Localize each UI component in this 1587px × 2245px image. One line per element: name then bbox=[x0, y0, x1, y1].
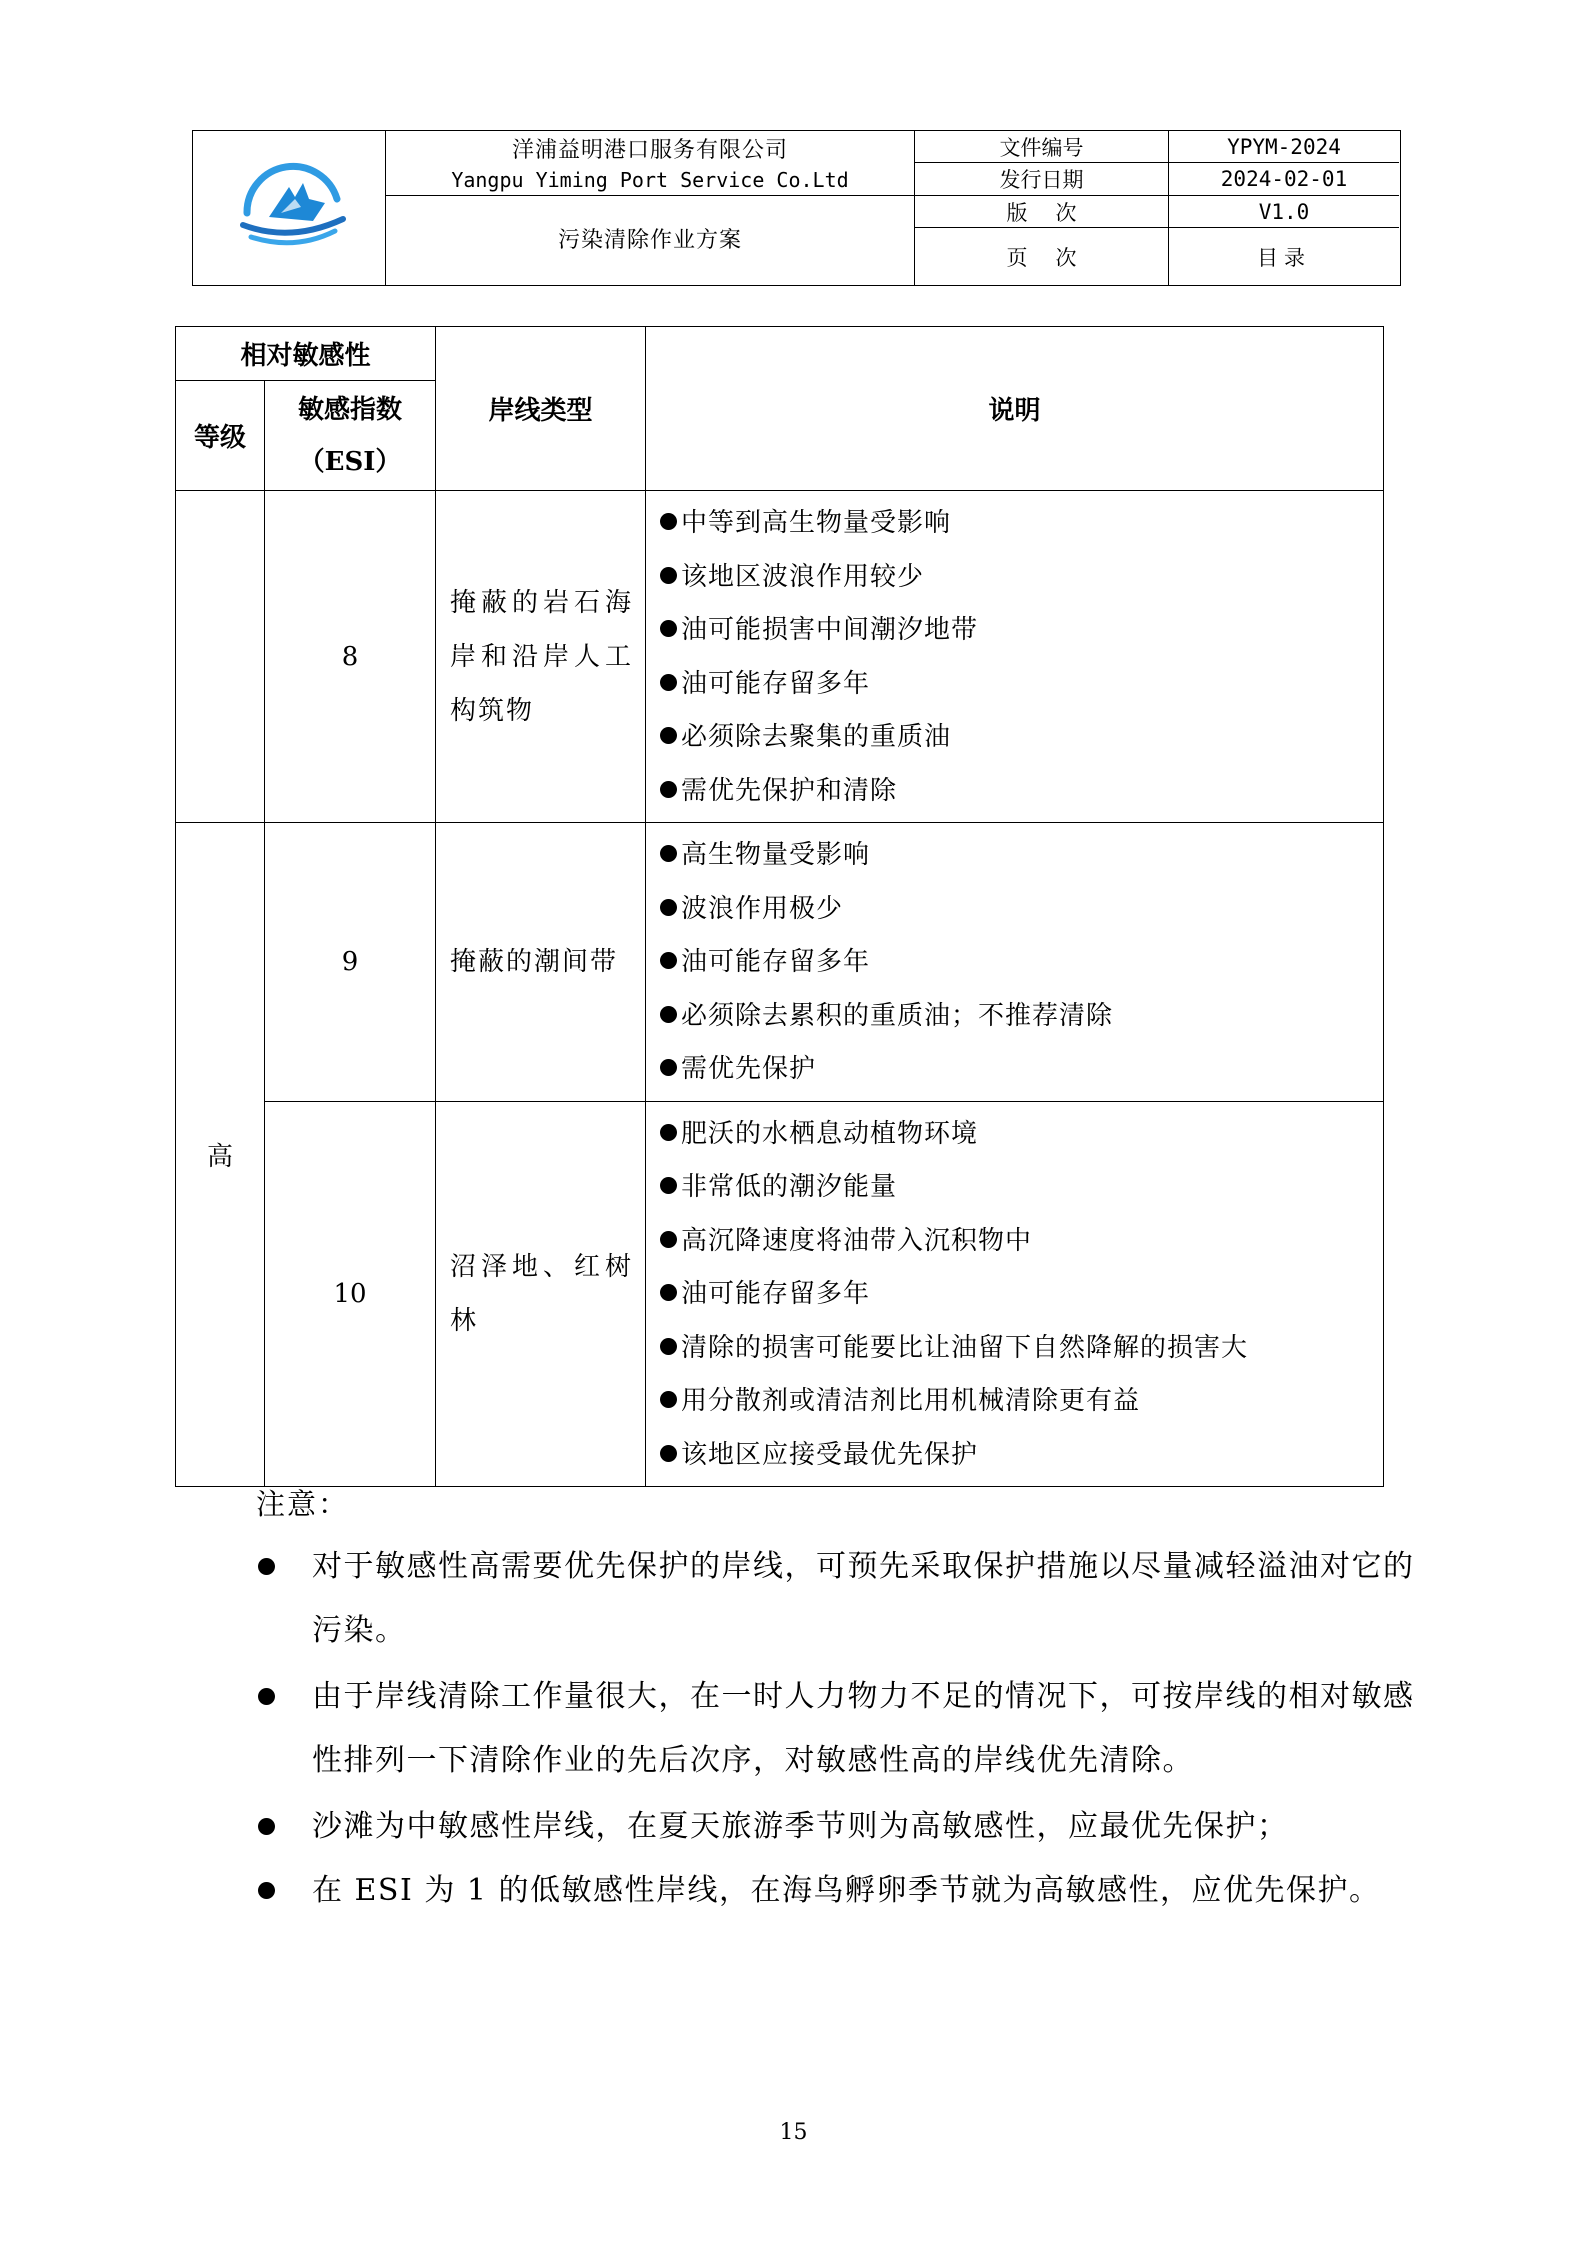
header-title-block bbox=[386, 131, 915, 285]
field-value: 2024-02-01 bbox=[1220, 167, 1348, 191]
note-item: 沙滩为中敏感性岸线，在夏天旅游季节则为高敏感性，应最优先保护； bbox=[256, 1795, 1416, 1859]
shore-type: 沼泽地、红树林 bbox=[436, 1101, 646, 1487]
esi-table bbox=[175, 326, 1384, 1487]
list-item: 非常低的潮汐能量 bbox=[660, 1161, 1383, 1215]
list-item: 清除的损害可能要比让油留下自然降解的损害大 bbox=[660, 1322, 1383, 1376]
shore-type: 掩蔽的岩石海岸和沿岸人工构筑物 bbox=[436, 491, 646, 823]
field-doc-number bbox=[915, 131, 1399, 163]
note-item: 在 ESI 为 1 的低敏感性岸线，在海鸟孵卵季节就为高敏感性，应优先保护。 bbox=[256, 1859, 1416, 1923]
bullet-icon bbox=[660, 727, 677, 744]
field-label: 版次 bbox=[915, 196, 1169, 227]
list-item: 需优先保护和清除 bbox=[660, 765, 1383, 819]
table-row bbox=[176, 823, 1384, 1102]
bullet-icon bbox=[660, 899, 677, 916]
description-cell bbox=[646, 1101, 1384, 1487]
company-name-en: Yangpu Yiming Port Service Co.Ltd bbox=[451, 168, 849, 192]
list-item: 高沉降速度将油带入沉积物中 bbox=[660, 1215, 1383, 1269]
col-header-description: 说明 bbox=[646, 327, 1384, 491]
field-version bbox=[915, 196, 1399, 228]
bullet-icon bbox=[660, 513, 677, 530]
bullet-icon bbox=[258, 1882, 275, 1899]
bullet-icon bbox=[660, 1391, 677, 1408]
note-item: 对于敏感性高需要优先保护的岸线，可预先采取保护措施以尽量减轻溢油对它的污染。 bbox=[256, 1535, 1416, 1663]
col-header-shore-type: 岸线类型 bbox=[436, 327, 646, 491]
document-header bbox=[192, 130, 1401, 286]
list-item: 肥沃的水栖息动植物环境 bbox=[660, 1108, 1383, 1162]
description-cell bbox=[646, 823, 1384, 1102]
list-item: 必须除去聚集的重质油 bbox=[660, 711, 1383, 765]
col-header-level: 等级 bbox=[176, 381, 265, 491]
level-cell-empty bbox=[176, 491, 265, 823]
list-item: 波浪作用极少 bbox=[660, 883, 1383, 937]
table-row bbox=[176, 491, 1384, 823]
bullet-icon bbox=[660, 567, 677, 584]
list-item: 油可能存留多年 bbox=[660, 936, 1383, 990]
table-row bbox=[176, 1101, 1384, 1487]
list-item: 中等到高生物量受影响 bbox=[660, 497, 1383, 551]
field-value: YPYM-2024 bbox=[1227, 134, 1341, 159]
header-info-grid bbox=[915, 131, 1399, 285]
note-item: 由于岸线清除工作量很大，在一时人力物力不足的情况下，可按岸线的相对敏感性排列一下清除作业的先后次序，对敏感性高的岸线优先清除。 bbox=[256, 1665, 1416, 1793]
col-header-esi-line1: 敏感指数 bbox=[298, 394, 403, 425]
esi-value: 9 bbox=[265, 823, 436, 1102]
bullet-icon bbox=[660, 674, 677, 691]
bullet-icon bbox=[660, 1177, 677, 1194]
field-issue-date bbox=[915, 163, 1399, 196]
shore-type: 掩蔽的潮间带 bbox=[436, 823, 646, 1102]
document-title: 污染清除作业方案 bbox=[557, 228, 742, 253]
list-item: 该地区应接受最优先保护 bbox=[660, 1429, 1383, 1483]
notes-list bbox=[256, 1535, 1416, 1923]
field-page bbox=[915, 228, 1399, 285]
esi-value: 8 bbox=[265, 491, 436, 823]
field-label: 发行日期 bbox=[915, 163, 1169, 195]
level-value: 高 bbox=[176, 823, 265, 1487]
bullet-icon bbox=[660, 952, 677, 969]
company-logo-icon bbox=[229, 143, 353, 267]
logo-cell bbox=[193, 131, 386, 285]
bullet-icon bbox=[258, 1558, 275, 1575]
field-value: V1.0 bbox=[1258, 199, 1310, 224]
description-cell bbox=[646, 491, 1384, 823]
page-number: 15 bbox=[779, 2120, 808, 2145]
company-name-cn: 洋浦益明港口服务有限公司 bbox=[511, 138, 788, 163]
bullet-icon bbox=[660, 781, 677, 798]
list-item: 用分散剂或清洁剂比用机械清除更有益 bbox=[660, 1375, 1383, 1429]
bullet-icon bbox=[660, 1338, 677, 1355]
list-item: 油可能存留多年 bbox=[660, 1268, 1383, 1322]
field-label: 页次 bbox=[915, 228, 1169, 285]
bullet-icon bbox=[660, 1059, 677, 1076]
list-item: 该地区波浪作用较少 bbox=[660, 551, 1383, 605]
group-header-sensitivity: 相对敏感性 bbox=[176, 327, 436, 381]
list-item: 必须除去累积的重质油；不推荐清除 bbox=[660, 990, 1383, 1044]
list-item: 油可能存留多年 bbox=[660, 658, 1383, 712]
list-item: 高生物量受影响 bbox=[660, 829, 1383, 883]
notes-heading: 注意： bbox=[256, 1487, 350, 1521]
list-item: 油可能损害中间潮汐地带 bbox=[660, 604, 1383, 658]
bullet-icon bbox=[660, 1284, 677, 1301]
bullet-icon bbox=[660, 1124, 677, 1141]
col-header-esi-line2: （ESI） bbox=[298, 446, 402, 477]
bullet-icon bbox=[660, 620, 677, 637]
bullet-icon bbox=[660, 1231, 677, 1248]
bullet-icon bbox=[660, 1445, 677, 1462]
esi-value: 10 bbox=[265, 1101, 436, 1487]
field-label: 文件编号 bbox=[915, 131, 1169, 162]
bullet-icon bbox=[258, 1818, 275, 1835]
col-header-esi bbox=[265, 381, 436, 491]
bullet-icon bbox=[258, 1688, 275, 1705]
list-item: 需优先保护 bbox=[660, 1043, 1383, 1097]
field-value: 目录 bbox=[1257, 245, 1311, 270]
bullet-icon bbox=[660, 845, 677, 862]
bullet-icon bbox=[660, 1006, 677, 1023]
